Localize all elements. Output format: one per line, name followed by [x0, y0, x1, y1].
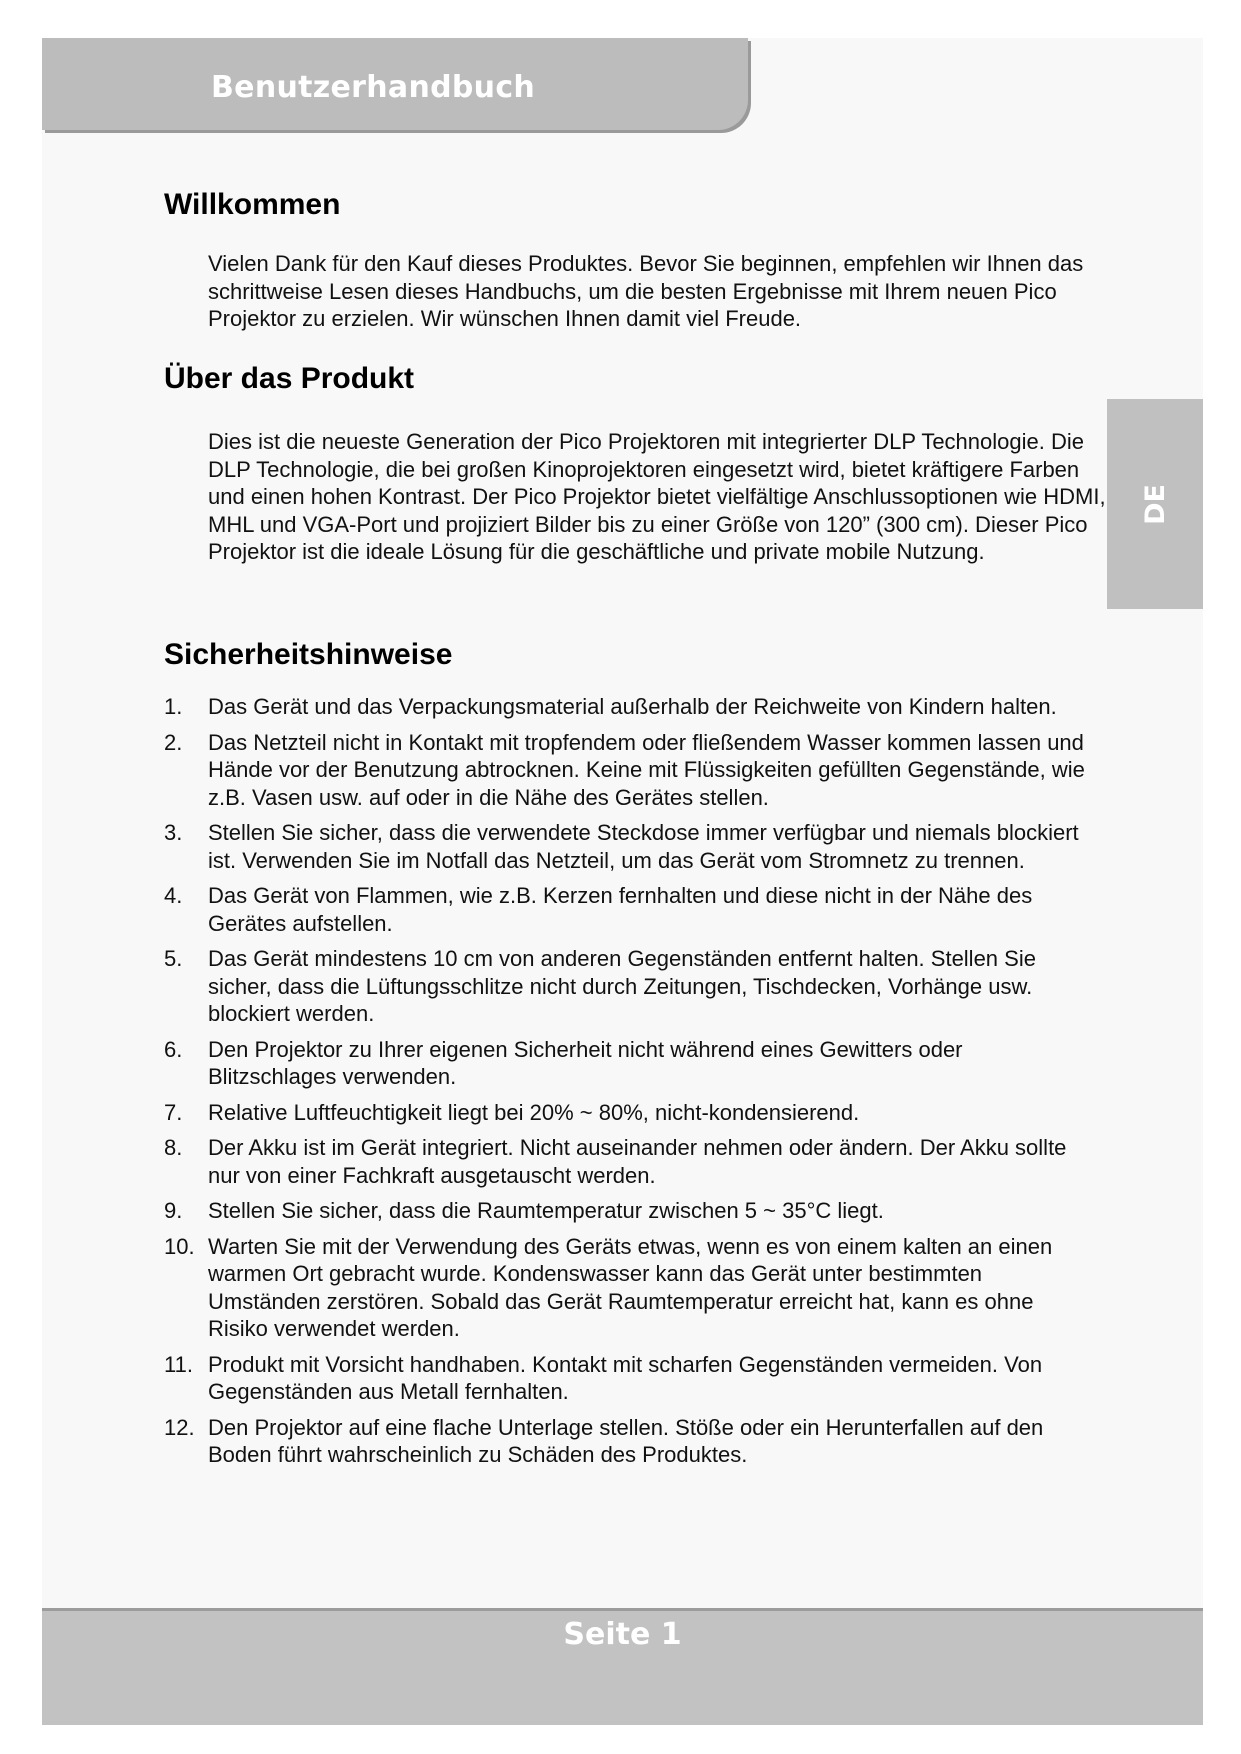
- language-tab-label-wrapper: [1107, 399, 1203, 609]
- safety-item-text: Das Gerät und das Verpackungsmaterial außerhalb der Reichweite von Kindern halten.: [208, 694, 1057, 719]
- safety-item-text: Das Netzteil nicht in Kontakt mit tropfendem oder fließendem Wasser kommen lassen und Hände vor der Benutzung abtrocknen. Keine mit Flüssigkeiten gefüllten Gegenstände, wie z.B. Vasen usw. auf oder in die Nähe des Gerätes stellen.: [208, 729, 1085, 810]
- safety-item-number: 1.: [164, 694, 183, 719]
- language-tab-label: DE: [1139, 483, 1171, 525]
- product-heading: Über das Produkt: [164, 362, 415, 395]
- safety-item-text: Produkt mit Vorsicht handhaben. Kontakt mit scharfen Gegenständen vermeiden. Von Gegenständen aus Metall fernhalten.: [208, 1351, 1043, 1404]
- product-text: Dies ist die neueste Generation der Pico Projektoren mit integrierter DLP Technologie. Die DLP Technologie, die bei großen Kinoprojektoren eingesetzt wird, bietet kräftigere Farben und einen hohen Kontrast. Der Pico Projektor bietet vielfältige Anschlussoptionen wie HDMI, MHL und VGA-Port und projiziert Bilder bis zu einer Größe von 120” (300 cm). Dieser Pico Projektor ist die ideale Lösung für die geschäftliche und private mobile Nutzung.: [208, 429, 1106, 564]
- safety-item-number: 3.: [164, 820, 183, 845]
- safety-list: [164, 693, 1094, 1477]
- safety-item: [164, 1036, 1094, 1091]
- safety-item-number: 4.: [164, 883, 183, 908]
- safety-item: [164, 1099, 1094, 1127]
- safety-heading: Sicherheitshinweise: [164, 638, 453, 671]
- safety-item: [164, 729, 1094, 812]
- safety-item-number: 2.: [164, 729, 183, 755]
- safety-item: [164, 1197, 1094, 1225]
- safety-item: [164, 1233, 1094, 1343]
- safety-item: [164, 1134, 1094, 1189]
- safety-item-text: Warten Sie mit der Verwendung des Geräts etwas, wenn es von einem kalten an einen warmen Ort gebracht wurde. Kondenswasser kann das Gerät unter bestimmten Umständen zerstören. Sobald das Gerät Raumtemperatur erreicht hat, kann es ohne Risiko verwendet werden.: [208, 1233, 1053, 1341]
- safety-item-text: Der Akku ist im Gerät integriert. Nicht auseinander nehmen oder ändern. Der Akku sollte nur von einer Fachkraft ausgetauscht werden.: [208, 1135, 1067, 1188]
- safety-item-text: Relative Luftfeuchtigkeit liegt bei 20% ~ 80%, nicht-kondensierend.: [208, 1099, 860, 1125]
- safety-item-text: Den Projektor auf eine flache Unterlage stellen. Stöße oder ein Herunterfallen auf den Boden führt wahrscheinlich zu Schäden des Produktes.: [208, 1414, 1044, 1467]
- safety-item-number: 7.: [164, 1099, 183, 1125]
- safety-item: [164, 1351, 1094, 1406]
- safety-item-number: 12.: [164, 1414, 195, 1440]
- safety-item-number: 5.: [164, 946, 183, 971]
- manual-title: Benutzerhandbuch: [211, 70, 536, 105]
- safety-item-text: Stellen Sie sicher, dass die Raumtemperatur zwischen 5 ~ 35°C liegt.: [208, 1198, 884, 1223]
- welcome-heading: Willkommen: [164, 188, 341, 221]
- safety-item-text: Das Gerät mindestens 10 cm von anderen Gegenständen entfernt halten. Stellen Sie sicher, dass die Lüftungsschlitze nicht durch Zeitungen, Tischdecken, Vorhänge usw. blockiert werden.: [208, 946, 1036, 1026]
- safety-item: [164, 1414, 1094, 1469]
- safety-item-text: Das Gerät von Flammen, wie z.B. Kerzen fernhalten und diese nicht in der Nähe des Gerätes aufstellen.: [208, 883, 1033, 936]
- safety-item-number: 6.: [164, 1036, 183, 1062]
- safety-item-text: Den Projektor zu Ihrer eigenen Sicherheit nicht während eines Gewitters oder Blitzschlages verwenden.: [208, 1036, 963, 1089]
- safety-item-text: Stellen Sie sicher, dass die verwendete Steckdose immer verfügbar und niemals blockiert ist. Verwenden Sie im Notfall das Netzteil, um das Gerät vom Stromnetz zu trennen.: [208, 820, 1079, 873]
- welcome-text: Vielen Dank für den Kauf dieses Produktes. Bevor Sie beginnen, empfehlen wir Ihnen das schrittweise Lesen dieses Handbuchs, um die besten Ergebnisse mit Ihrem neuen Pico Projektor zu erzielen. Wir wünschen Ihnen damit viel Freude.: [208, 251, 1084, 331]
- safety-item: [164, 882, 1094, 937]
- safety-item-number: 9.: [164, 1198, 183, 1223]
- safety-item: [164, 945, 1094, 1028]
- safety-item: [164, 819, 1094, 874]
- page-number: Seite 1: [563, 1617, 682, 1652]
- safety-item: [164, 693, 1094, 721]
- safety-item-number: 11.: [164, 1351, 193, 1377]
- safety-item-number: 10.: [164, 1233, 195, 1259]
- safety-item-number: 8.: [164, 1135, 183, 1160]
